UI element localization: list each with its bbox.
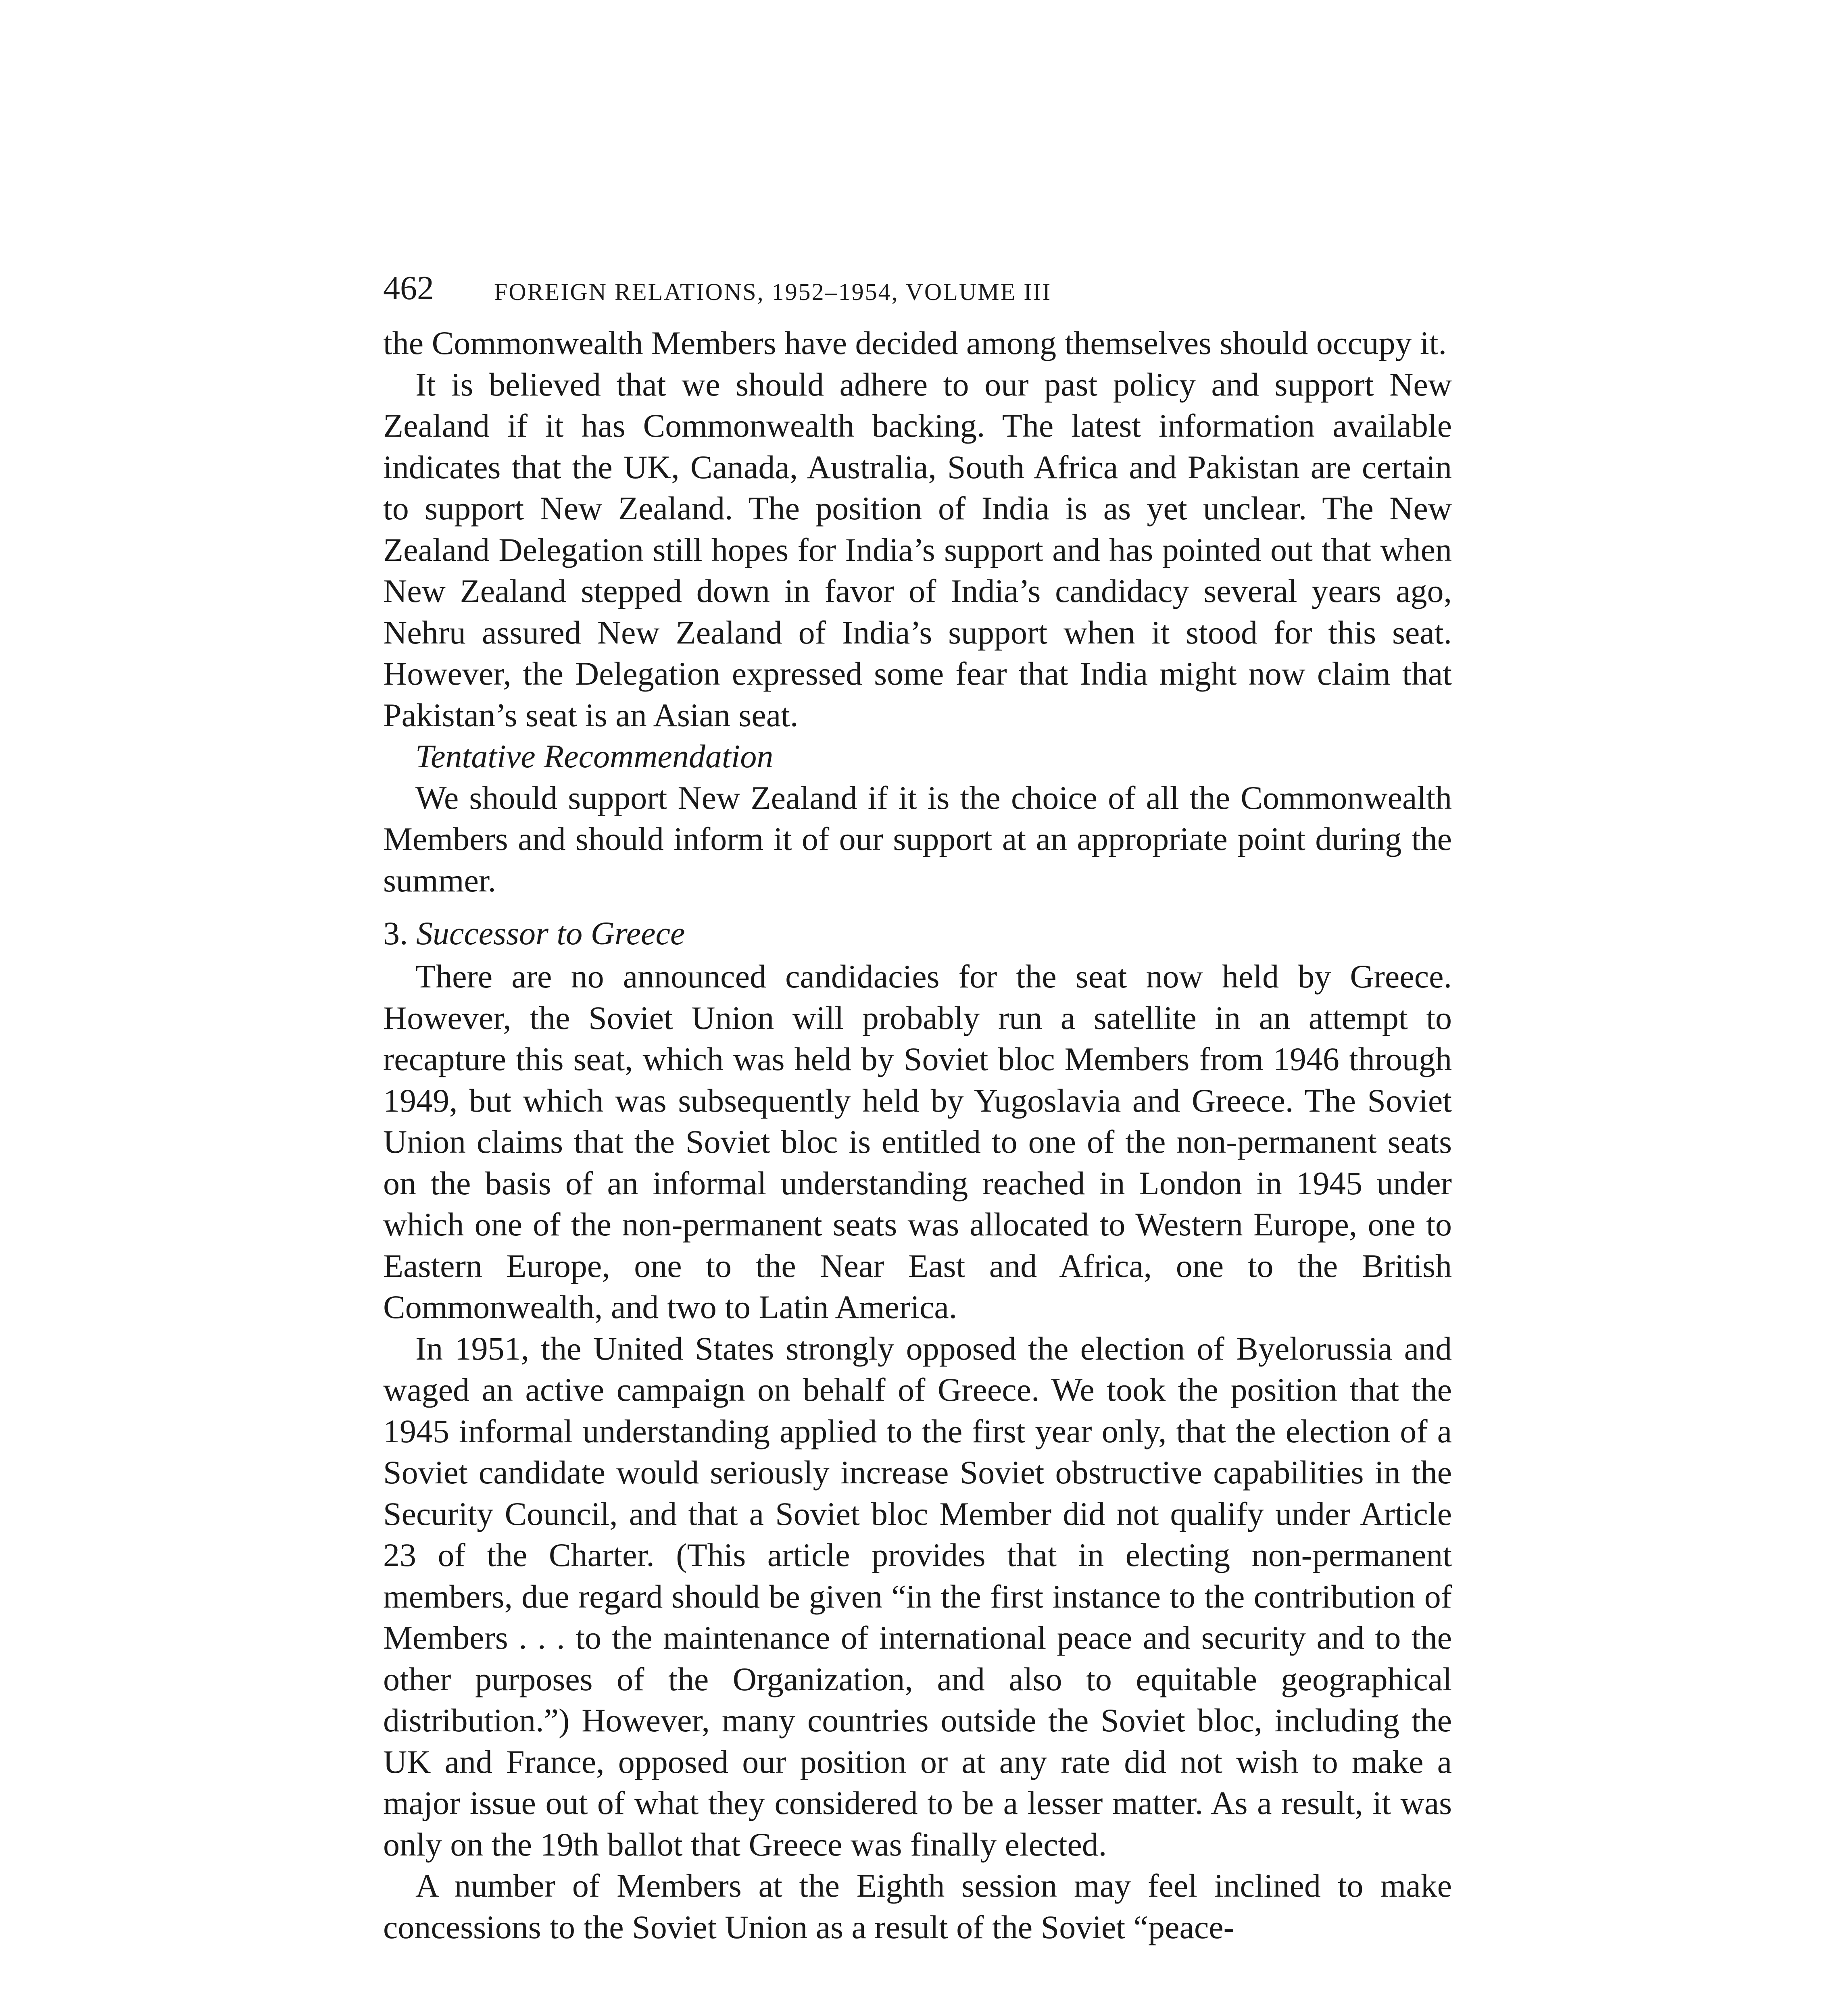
running-title: FOREIGN RELATIONS, 1952–1954, VOLUME III xyxy=(494,279,1052,305)
paragraph-policy: It is believed that we should adhere to our past policy and support New Zealand if it has Commonwealth backing. The latest information available indicates that the UK, Canada, Australia, South Africa and Pakistan are certain to support New Zealand. The position of India is as yet unclear. The New Zealand Delegation still hopes for India’s support and has pointed out that when New Zealand stepped down in favor of India’s candidacy several years ago, Nehru assured New Zealand of India’s support when it stood for this seat. However, the Delegation expressed some fear that India might now claim that Pakistan’s seat is an Asian seat. xyxy=(383,366,1452,733)
paragraph-recommendation: We should support New Zealand if it is the choice of all the Commonwealth Members and should inform it of our support at an appropriate point during the summer. xyxy=(383,779,1452,899)
section-heading-successor-to-greece xyxy=(383,911,1452,956)
paragraph-eighth-session: A number of Members at the Eighth session may feel inclined to make concessions to the Soviet Union as a result of the Soviet “peace- xyxy=(383,1867,1452,1945)
paragraph-1951-campaign: In 1951, the United States strongly opposed the election of Byelorussia and waged an active campaign on behalf of Greece. We took the position that the 1945 informal understanding applied to the first year only, that the election of a Soviet candidate would seriously increase Soviet obstructive capabilities in the Security Council, and that a Soviet bloc Member did not qualify under Article 23 of the Charter. (This article provides that in electing non-permanent members, due regard should be given “in the first instance to the contribution of Members . . . to the maintenance of international peace and security and to the other purposes of the Organization, and also to equitable geographical distribution.”) However, many countries outside the Soviet bloc, including the UK and France, opposed our position or at any rate did not wish to make a major issue out of what they considered to be a lesser matter. As a result, it was only on the 19th ballot that Greece was finally elected. xyxy=(383,1330,1452,1863)
tentative-recommendation-heading: Tentative Recommendation xyxy=(415,738,774,775)
section-number: 3. xyxy=(383,915,408,952)
section-title: Successor to Greece xyxy=(416,915,685,952)
paragraph-continuation: the Commonwealth Members have decided among themselves should occupy it. xyxy=(383,325,1447,361)
paragraph-greece-seat: There are no announced candidacies for the seat now held by Greece. However, the Soviet Union will probably run a satellite in an attempt to recapture this seat, which was held by Soviet bloc Members from 1946 through 1949, but which was subsequently held by Yugoslavia and Greece. The Soviet Union claims that the Soviet bloc is entitled to one of the non-permanent seats on the basis of an informal understanding reached in London in 1945 under which one of the non-permanent seats was allocated to Western Europe, one to Eastern Europe, one to the Near East and Africa, one to the British Commonwealth, and two to Latin America. xyxy=(383,958,1452,1325)
page-number: 462 xyxy=(383,269,434,307)
running-header xyxy=(383,266,1452,314)
document-page xyxy=(383,266,1452,1948)
